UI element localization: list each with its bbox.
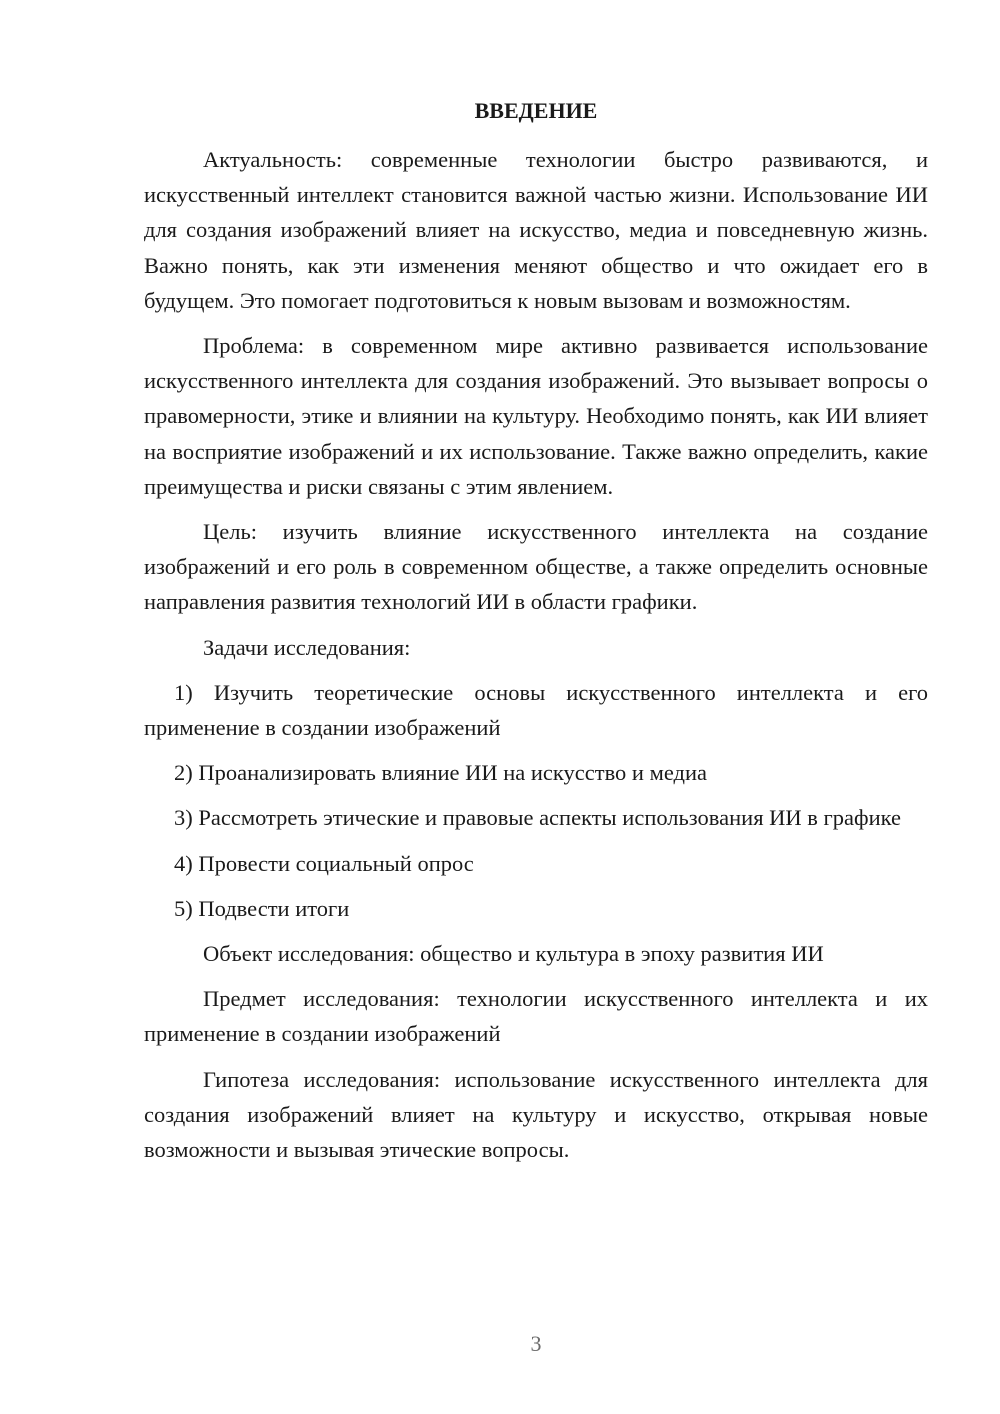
- research-object-paragraph: Объект исследования: общество и культура в эпоху развития ИИ: [203, 941, 824, 967]
- hypothesis-paragraph: Гипотеза исследования: использование искусственного интеллекта для создания изображений влияет на культуру и искусство, открывая новые возможности и вызывая этические вопросы.: [144, 1066, 928, 1163]
- goal-paragraph: Цель: изучить влияние искусственного интеллекта на создание изображений и его роль в современном обществе, а также определить основные направления развития технологий ИИ в области графики.: [144, 519, 928, 615]
- tasks-heading: Задачи исследования:: [203, 634, 411, 660]
- task-item: 4) Провести социальный опрос: [174, 850, 474, 876]
- task-item: 3) Рассмотреть этические и правовые аспекты использования ИИ в графике: [174, 805, 901, 831]
- research-subject-paragraph: Предмет исследования: технологии искусственного интеллекта и их применение в создании изображений: [144, 986, 928, 1047]
- document-body: [144, 142, 928, 1177]
- page-number: 3: [530, 1331, 542, 1356]
- relevance-paragraph: Актуальность: современные технологии быстро развиваются, и искусственный интеллект становится важной частью жизни. Использование ИИ для создания изображений влияет на искусство, медиа и повседневную жизнь. Важно понять, как эти изменения меняют общество и что ожидает его в будущем. Это помогает подготовиться к новым вызовам и возможностям.: [144, 147, 928, 313]
- task-item: 5) Подвести итоги: [174, 895, 350, 921]
- task-item: 2) Проанализировать влияние ИИ на искусство и медиа: [174, 760, 708, 786]
- problem-paragraph: Проблема: в современном мире активно развивается использование искусственного интеллекта для создания изображений. Это вызывает вопросы о правомерности, этике и влиянии на культуру. Необходимо понять, как ИИ влияет на восприятие изображений и их использование. Также важно определить, какие преимущества и риски связаны с этим явлением.: [144, 333, 928, 499]
- task-item: 1) Изучить теоретические основы искусственного интеллекта и его применение в создании изображений: [144, 679, 928, 741]
- page-title: ВВЕДЕНИЕ: [474, 98, 598, 123]
